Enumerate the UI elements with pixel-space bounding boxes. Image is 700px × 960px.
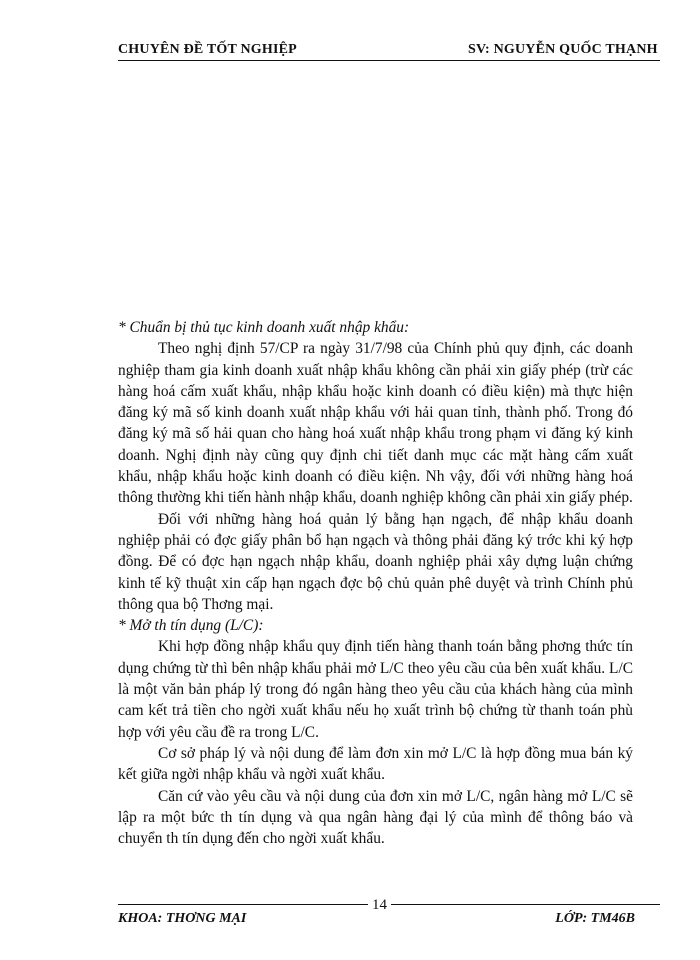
paragraph: Đối với những hàng hoá quản lý bằng hạn ngạch, để nhập khẩu doanh nghiệp phải có đợc giấy phân bổ hạn ngạch và thông phải đăng ký trớc khi ký hợp đồng. Để có đợc hạn ngạch nhập khẩu, doanh nghiệp phải xây dựng luận chứng kinh tế kỹ thuật xin cấp hạn ngạch đợc bộ chủ quản phê duyệt và trình Chính phủ thông qua bộ Thơng mại. <box>118 510 633 613</box>
paragraph: Cơ sở pháp lý và nội dung để làm đơn xin mở L/C là hợp đồng mua bán ký kết giữa ngời nhập khẩu và ngời xuất khẩu. <box>118 744 633 784</box>
page-header <box>118 40 660 61</box>
page-footer <box>118 897 660 945</box>
document-body <box>118 317 633 849</box>
header-title: CHUYÊN ĐỀ TỐT NGHIỆP <box>118 42 297 57</box>
page-number: 14 <box>368 897 391 914</box>
paragraph: Khi hợp đồng nhập khẩu quy định tiến hàng thanh toán bằng phơng thức tín dụng chứng từ thì bên nhập khẩu phải mở L/C theo yêu cầu của bên xuất khẩu. L/C là một văn bản pháp lý trong đó ngân hàng theo yêu cầu của khách hàng của mình cam kết trả tiền cho ngời xuất khẩu nếu họ xuất trình bộ chứng từ thanh toán phù hợp với yêu cầu đề ra trong L/C. <box>118 638 633 741</box>
section-heading: * Mở th tín dụng (L/C): <box>118 617 264 635</box>
footer-class: LỚP: TM46B <box>555 911 635 926</box>
paragraph: Theo nghị định 57/CP ra ngày 31/7/98 của Chính phủ quy định, các doanh nghiệp tham gia kinh doanh xuất nhập khẩu không cần phải xin giấy phép (trừ các hàng hoá cấm xuất khẩu, nhập khẩu hoặc kinh doanh có điều kiện) mà thực hiện đăng ký mã số kinh doanh xuất nhập khẩu với hải quan tỉnh, thành phố. Trong đó đăng ký mã số hải quan cho hàng hoá xuất nhập khẩu trong phạm vi đăng ký kinh doanh. Nghị định này cũng quy định chi tiết danh mục các mặt hàng cấm xuất khẩu, nhập khẩu hoặc kinh doanh có điều kiện. Nh vậy, đối với những hàng hoá thông thường khi tiến hành nhập khẩu, doanh nghiệp không cần phải xin giấy phép. <box>118 340 633 507</box>
paragraph: Căn cứ vào yêu cầu và nội dung của đơn xin mở L/C, ngân hàng mở L/C sẽ lập ra một bức th tín dụng và qua ngân hàng đại lý của mình để thông báo và chuyển th tín dụng đến cho ngời xuất khẩu. <box>118 787 633 848</box>
footer-faculty: KHOA: THƠNG MẠI <box>118 911 247 926</box>
section-heading: * Chuẩn bị thủ tục kinh doanh xuất nhập khẩu: <box>118 319 410 336</box>
header-student: SV: NGUYỄN QUỐC THẠNH <box>468 42 658 57</box>
